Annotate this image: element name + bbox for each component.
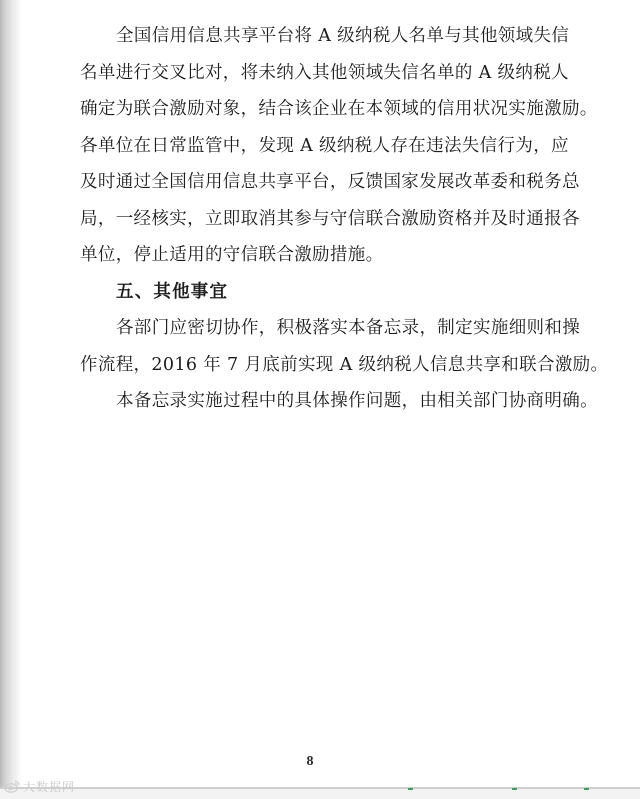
page-number: 8 (306, 754, 314, 769)
body-line: 单位，停止适用的守信联合激励措施。 (80, 245, 384, 265)
body-line: 全国信用信息共享平台将 A 级纳税人名单与其他领域失信 (116, 26, 570, 46)
green-tick-mark (512, 788, 517, 790)
watermark-text: 大数据网 (23, 779, 76, 794)
body-line: 局，一经核实，立即取消其参与守信联合激励资格并及时通报各 (80, 208, 580, 229)
body-line: 及时通过全国信用信息共享平台，反馈国家发展改革委和税务总 (80, 172, 580, 192)
body-line: 各部门应密切协作，积极落实本备忘录，制定实施细则和操 (116, 318, 581, 338)
body-line: 名单进行交叉比对，将未纳入其他领域失信名单的 A 级纳税人 (80, 62, 569, 83)
body-line: 各单位在日常监管中，发现 A 级纳税人存在违法失信行为，应 (80, 135, 569, 156)
green-tick-mark (408, 788, 413, 790)
watermark (4, 776, 75, 796)
green-tick-mark (584, 788, 589, 790)
body-line: 作流程，2016 年 7 月底前实现 A 级纳税人信息共享和联合激励。 (80, 354, 609, 375)
section-heading: 五、其他事宜 (116, 281, 229, 302)
body-line: 本备忘录实施过程中的具体操作问题，由相关部门协商明确。 (116, 391, 598, 411)
weibo-logo-icon (4, 779, 20, 793)
scan-edge-shadow (0, 0, 22, 799)
body-line: 确定为联合激励对象，结合该企业在本领域的信用状况实施激励。 (80, 99, 598, 119)
page-bottom-strip (0, 789, 640, 799)
document-body (80, 18, 609, 420)
